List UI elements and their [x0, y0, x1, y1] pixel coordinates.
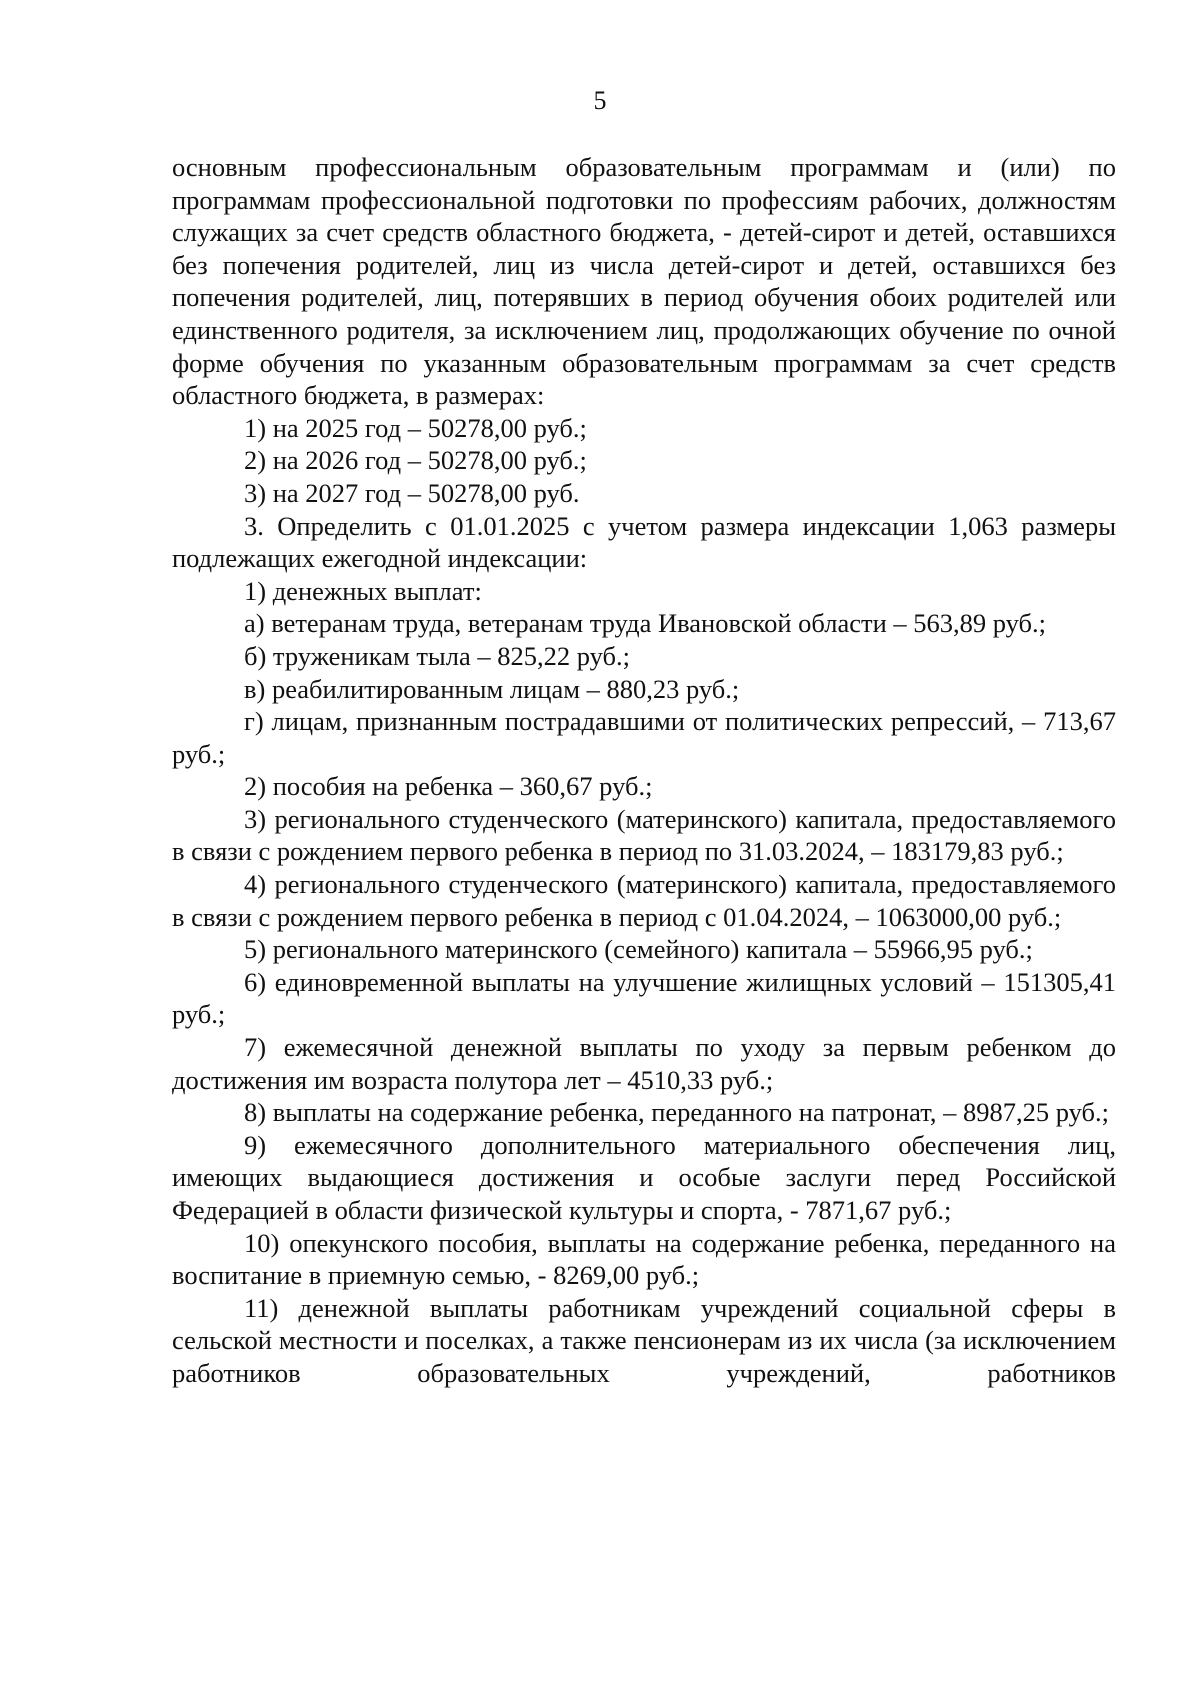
- paragraph: в) реабилитированным лицам – 880,23 руб.;: [244, 673, 740, 704]
- paragraph: 3) регионального студенческого (материнского) капитала, предоставляемого в связи с рождением первого ребенка в период по 31.03.2024, – 183179,83 руб.;: [172, 803, 1116, 867]
- paragraph: 3) на 2027 год – 50278,00 руб.: [244, 477, 580, 508]
- paragraph: 9) ежемесячного дополнительного материального обеспечения лиц, имеющих выдающиеся достижения и особые заслуги перед Российской Федерацией в области физической культуры и спорта, - 7871,67 руб.;: [172, 1129, 1116, 1225]
- paragraph: 1) на 2025 год – 50278,00 руб.;: [244, 412, 587, 443]
- page-number: 5: [593, 86, 607, 115]
- document-body: [172, 151, 1116, 1390]
- paragraph: 4) регионального студенческого (материнского) капитала, предоставляемого в связи с рождением первого ребенка в период с 01.04.2024, – 1063000,00 руб.;: [172, 869, 1116, 932]
- paragraph: 5) регионального материнского (семейного) капитала – 55966,95 руб.;: [244, 934, 1033, 965]
- paragraph: а) ветеранам труда, ветеранам труда Ивановской области – 563,89 руб.;: [244, 608, 1047, 639]
- paragraph: 2) на 2026 год – 50278,00 руб.;: [244, 445, 587, 476]
- paragraph: 7) ежемесячной денежной выплаты по уходу за первым ребенком до достижения им возраста полутора лет – 4510,33 руб.;: [172, 1032, 1116, 1095]
- paragraph: основным профессиональным образовательным программам и (или) по программам профессиональной подготовки по профессиям рабочих, должностям служащих за счет средств областного бюджета, - детей-сирот и детей, оставшихся без попечения родителей, лиц из числа детей-сирот и детей, оставшихся без попечения родителей, лиц, потерявших в период обучения обоих родителей или единственного родителя, за исключением лиц, продолжающих обучение по очной форме обучения по указанным образовательным программам за счет средств областного бюджета, в размерах:: [172, 152, 1116, 411]
- paragraph: 11) денежной выплаты работникам учреждений социальной сферы в сельской местности и поселках, а также пенсионерам из их числа (за исключением работников образовательных учреждений, работников: [172, 1292, 1116, 1388]
- paragraph: 2) пособия на ребенка – 360,67 руб.;: [244, 771, 653, 802]
- paragraph: г) лицам, признанным пострадавшими от политических репрессий, – 713,67 руб.;: [172, 706, 1116, 769]
- paragraph: 8) выплаты на содержание ребенка, переданного на патронат, – 8987,25 руб.;: [244, 1097, 1109, 1128]
- paragraph: б) труженикам тыла – 825,22 руб.;: [244, 640, 630, 671]
- paragraph: 1) денежных выплат:: [244, 575, 482, 606]
- paragraph: 6) единовременной выплаты на улучшение жилищных условий – 151305,41 руб.;: [172, 966, 1116, 1030]
- paragraph: 3. Определить с 01.01.2025 с учетом размера индексации 1,063 размеры подлежащих ежегодной индексации:: [172, 510, 1116, 574]
- paragraph: 10) опекунского пособия, выплаты на содержание ребенка, переданного на воспитание в приемную семью, - 8269,00 руб.;: [172, 1227, 1116, 1291]
